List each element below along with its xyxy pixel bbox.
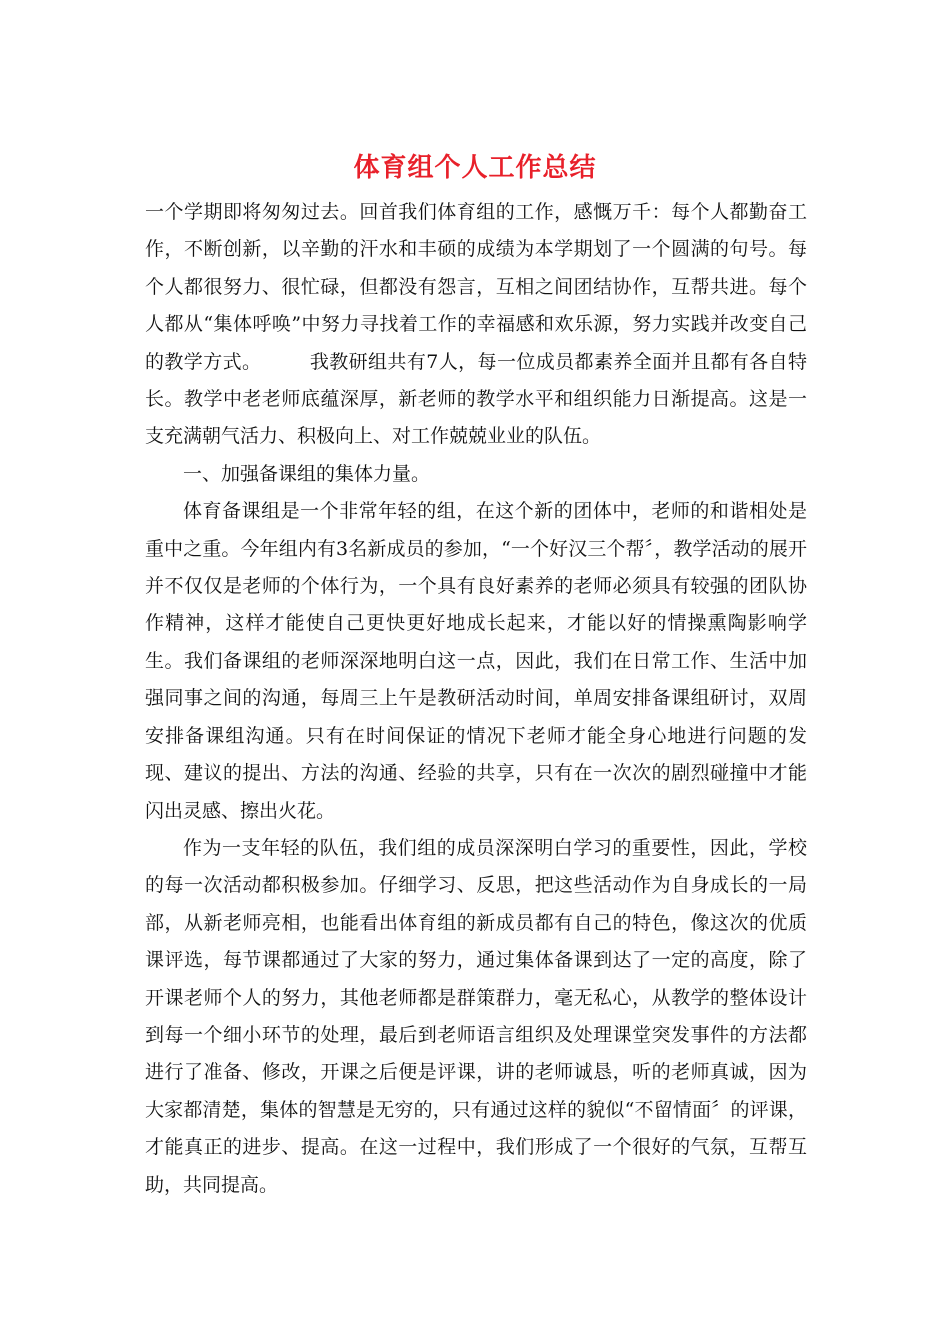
body-paragraph-2: 体育备课组是一个非常年轻的组，在这个新的团体中，老师的和谐相处是重中之重。今年组内有3名新成员的参加，“一个好汉三个帮〞，教学活动的展开并不仅仅是老师的个体行为，一个具有良好素养的老师必须具有较强的团队协作精神，这样才能使自己更快更好地成长起来，才能以好的情操熏陶影响学生。我们备课组的老师深深地明白这一点，因此，我们在日常工作、生活中加强同事之间的沟通，每周三上午是教研活动时间，单周安排备课组研讨，双周安排备课组沟通。只有在时间保证的情况下老师才能全身心地进行问题的发现、建议的提出、方法的沟通、经验的共享，只有在一次次的剧烈碰撞中才能闪出灵感、擦出火花。: [145, 500, 807, 822]
document-body: [145, 194, 807, 1204]
section-heading: 一、加强备课组的集体力量。: [183, 462, 431, 485]
intro-text-part1: 一个学期即将匆匆过去。回首我们体育组的工作，感慨万千：每个人都勤奋工作，不断创新，以辛勤的汗水和丰硕的成绩为本学期划了一个圆满的句号。每个人都很努力、很忙碌，但都没有怨言，互相之间团结协作，互帮共进。每个人都从“集体呼唤”中努力寻找着工作的幸福感和欢乐源，努力实践并改变自己的教学方式。: [145, 201, 807, 373]
intro-paragraph: [145, 194, 807, 456]
body-paragraph-3: 作为一支年轻的队伍，我们组的成员深深明白学习的重要性，因此，学校的每一次活动都积极参加。仔细学习、反思，把这些活动作为自身成长的一局部，从新老师亮相，也能看出体育组的新成员都有自己的特色，像这次的优质课评选，每节课都通过了大家的努力，通过集体备课到达了一定的高度，除了开课老师个人的努力，其他老师都是群策群力，毫无私心，从教学的整体设计到每一个细小环节的处理，最后到老师语言组织及处理课堂突发事件的方法都进行了准备、修改，开课之后便是评课，讲的老师诚恳，听的老师真诚，因为大家都清楚，集体的智慧是无穷的，只有通过这样的貌似“不留情面〞的评课，才能真正的进步、提高。在这一过程中，我们形成了一个很好的气氛，互帮互助，共同提高。: [145, 836, 807, 1196]
intro-text-part2: 我教研组共有7人，每一位成员都素养全面并且都有各自特长。教学中老老师底蕴深厚，新老师的教学水平和组织能力日渐提高。这是一支充满朝气活力、积极向上、对工作兢兢业业的队伍。: [145, 350, 807, 448]
document-title: 体育组个人工作总结: [353, 153, 597, 183]
